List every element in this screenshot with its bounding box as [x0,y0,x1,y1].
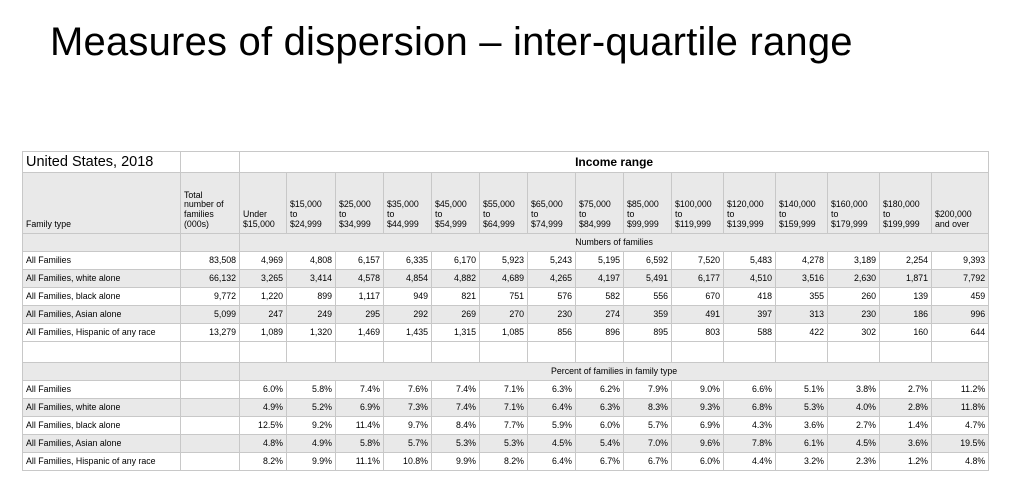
bracket-header-line: $179,999 [831,219,868,230]
value-cell: 3.8% [828,381,880,399]
value-cell: 576 [528,288,576,306]
value-cell: 896 [576,324,624,342]
value-cell: 6.0% [576,417,624,435]
value-cell: 10.8% [384,453,432,471]
value-cell: 6,177 [672,270,724,288]
value-cell: 6.9% [672,417,724,435]
bracket-header-line: $54,999 [435,219,467,230]
income-table [22,151,989,471]
empty-cell [432,342,480,363]
value-cell: 6.0% [672,453,724,471]
value-cell: 11.4% [336,417,384,435]
value-cell: 803 [672,324,724,342]
value-cell: 274 [576,306,624,324]
bracket-header-line: to [779,209,787,220]
value-cell: 4,969 [240,252,287,270]
value-cell: 5,195 [576,252,624,270]
family-type-label: All Families, Hispanic of any race [23,453,181,471]
empty-cell [240,342,287,363]
value-cell: 4,278 [776,252,828,270]
value-cell: 3,189 [828,252,880,270]
empty-cell [23,342,181,363]
value-cell: 1,871 [880,270,932,288]
value-cell: 5.1% [776,381,828,399]
bracket-header-line: $24,999 [290,219,322,230]
table-row [23,381,989,399]
family-type-label: All Families, black alone [23,417,181,435]
bracket-header-line: $35,000 [387,199,419,210]
income-bracket-header [240,173,287,234]
table-row [23,324,989,342]
section-label: Percent of families in family type [240,363,989,381]
family-type-label: All Families, white alone [23,270,181,288]
value-cell: 8.2% [240,453,287,471]
bracket-header-line: $15,000 [243,219,275,230]
empty-cell [181,342,240,363]
value-cell: 8.3% [624,399,672,417]
bracket-header-line: Under [243,209,267,220]
family-type-header: Family type [23,173,181,234]
value-cell: 6.8% [724,399,776,417]
income-range-heading: Income range [240,152,989,173]
income-bracket-header [480,173,528,234]
total-families-header [181,173,240,234]
value-cell: 3.2% [776,453,828,471]
bracket-header-line: $74,999 [531,219,563,230]
value-cell: 6,592 [624,252,672,270]
value-cell: 1,085 [480,324,528,342]
bracket-header-line: to [290,209,298,220]
value-cell: 7.1% [480,381,528,399]
value-cell: 7.3% [384,399,432,417]
value-cell: 19.5% [932,435,989,453]
value-cell: 556 [624,288,672,306]
empty-cell [880,342,932,363]
value-cell: 821 [432,288,480,306]
table-row [23,399,989,417]
bracket-header-line: $34,999 [339,219,371,230]
bracket-header-line: to [531,209,539,220]
value-cell: 5,491 [624,270,672,288]
empty-cell [724,342,776,363]
value-cell: 6.1% [776,435,828,453]
value-cell: 2.3% [828,453,880,471]
value-cell: 5.8% [287,381,336,399]
empty-cell [828,342,880,363]
bracket-header-line: $84,999 [579,219,611,230]
value-cell: 856 [528,324,576,342]
value-cell: 4.5% [828,435,880,453]
empty-cell [528,342,576,363]
value-cell: 5.4% [576,435,624,453]
value-cell: 9.6% [672,435,724,453]
value-cell: 7.0% [624,435,672,453]
empty-cell [776,342,828,363]
table-row [23,252,989,270]
income-bracket-header [384,173,432,234]
bracket-header-line: $120,000 [727,199,764,210]
value-cell: 5,923 [480,252,528,270]
value-cell: 302 [828,324,880,342]
value-cell: 6.0% [240,381,287,399]
table-row [23,288,989,306]
value-cell: 5.9% [528,417,576,435]
family-type-label: All Families [23,252,181,270]
empty-cell [181,453,240,471]
bracket-header-line: $100,000 [675,199,712,210]
value-cell: 1,320 [287,324,336,342]
value-cell: 7.8% [724,435,776,453]
total-families-cell: 5,099 [181,306,240,324]
empty-cell [181,381,240,399]
value-cell: 899 [287,288,336,306]
bracket-header-line: to [339,209,347,220]
value-cell: 9.7% [384,417,432,435]
bracket-header-line: to [627,209,635,220]
value-cell: 2.7% [828,417,880,435]
region-label: United States, 2018 [23,152,181,173]
value-cell: 751 [480,288,528,306]
bracket-header-line: $44,999 [387,219,419,230]
total-families-cell: 13,279 [181,324,240,342]
value-cell: 4.7% [932,417,989,435]
value-cell: 588 [724,324,776,342]
value-cell: 1.2% [880,453,932,471]
value-cell: 2,254 [880,252,932,270]
value-cell: 6.2% [576,381,624,399]
value-cell: 9.0% [672,381,724,399]
table-row [23,435,989,453]
family-type-label: All Families, white alone [23,399,181,417]
total-families-cell: 9,772 [181,288,240,306]
empty-cell [181,234,240,252]
value-cell: 3,265 [240,270,287,288]
bracket-header-line: $75,000 [579,199,611,210]
bracket-header-line: and over [935,219,970,230]
value-cell: 9,393 [932,252,989,270]
value-cell: 8.4% [432,417,480,435]
empty-cell [287,342,336,363]
value-cell: 4,510 [724,270,776,288]
value-cell: 5.7% [384,435,432,453]
value-cell: 6.6% [724,381,776,399]
section-label: Numbers of families [240,234,989,252]
value-cell: 12.5% [240,417,287,435]
value-cell: 139 [880,288,932,306]
income-bracket-header [672,173,724,234]
value-cell: 1,315 [432,324,480,342]
value-cell: 4.4% [724,453,776,471]
value-cell: 418 [724,288,776,306]
empty-cell [23,363,181,381]
percent-section-row [23,363,989,381]
bracket-header-line: $64,999 [483,219,515,230]
value-cell: 7.4% [432,399,480,417]
value-cell: 7,520 [672,252,724,270]
value-cell: 160 [880,324,932,342]
value-cell: 4,689 [480,270,528,288]
total-families-cell: 66,132 [181,270,240,288]
value-cell: 355 [776,288,828,306]
income-bracket-header [932,173,989,234]
value-cell: 6,335 [384,252,432,270]
table-title-row [23,152,989,173]
value-cell: 5.3% [480,435,528,453]
bracket-header-line: $99,999 [627,219,659,230]
bracket-header-line: $55,000 [483,199,515,210]
table-row [23,417,989,435]
value-cell: 359 [624,306,672,324]
value-cell: 4.9% [240,399,287,417]
value-cell: 6.7% [624,453,672,471]
income-bracket-header [576,173,624,234]
value-cell: 996 [932,306,989,324]
bracket-header-line: $85,000 [627,199,659,210]
empty-cell [624,342,672,363]
income-bracket-header [336,173,384,234]
column-header-row [23,173,989,234]
bracket-header-line: $160,000 [831,199,868,210]
family-type-label: All Families, Asian alone [23,306,181,324]
value-cell: 11.2% [932,381,989,399]
empty-cell [932,342,989,363]
value-cell: 6.7% [576,453,624,471]
value-cell: 4.9% [287,435,336,453]
table-row [23,306,989,324]
value-cell: 491 [672,306,724,324]
value-cell: 11.8% [932,399,989,417]
bracket-header-line: to [435,209,443,220]
value-cell: 247 [240,306,287,324]
bracket-header-line: $180,000 [883,199,920,210]
value-cell: 5.3% [432,435,480,453]
total-header-line: families [184,209,214,220]
value-cell: 4,808 [287,252,336,270]
value-cell: 5,483 [724,252,776,270]
value-cell: 670 [672,288,724,306]
bracket-header-line: $15,000 [290,199,322,210]
value-cell: 7,792 [932,270,989,288]
empty-cell [181,363,240,381]
bracket-header-line: to [831,209,839,220]
bracket-header-line: $119,999 [675,219,712,230]
slide-title: Measures of dispersion – inter-quartile range [50,20,853,64]
value-cell: 269 [432,306,480,324]
total-header-line: (000s) [184,219,209,230]
value-cell: 3,516 [776,270,828,288]
value-cell: 9.3% [672,399,724,417]
value-cell: 260 [828,288,880,306]
value-cell: 5.7% [624,417,672,435]
empty-cell [181,399,240,417]
family-type-label: All Families, Asian alone [23,435,181,453]
value-cell: 230 [528,306,576,324]
income-bracket-header [776,173,828,234]
family-type-label: All Families [23,381,181,399]
income-bracket-header [880,173,932,234]
value-cell: 7.4% [432,381,480,399]
bracket-header-line: $199,999 [883,219,920,230]
family-type-label: All Families, Hispanic of any race [23,324,181,342]
bracket-header-line: to [883,209,891,220]
value-cell: 4.0% [828,399,880,417]
value-cell: 6.4% [528,399,576,417]
value-cell: 4,197 [576,270,624,288]
income-bracket-header [287,173,336,234]
value-cell: 7.4% [336,381,384,399]
bracket-header-line: to [675,209,683,220]
value-cell: 4,578 [336,270,384,288]
table-row [23,453,989,471]
value-cell: 9.9% [432,453,480,471]
empty-cell [672,342,724,363]
value-cell: 5.8% [336,435,384,453]
bracket-header-line: to [727,209,735,220]
value-cell: 3.6% [880,435,932,453]
empty-cell [576,342,624,363]
income-bracket-header [432,173,480,234]
total-header-line: number of [184,199,224,210]
numbers-section-row [23,234,989,252]
value-cell: 3,414 [287,270,336,288]
value-cell: 7.9% [624,381,672,399]
value-cell: 3.6% [776,417,828,435]
total-families-cell: 83,508 [181,252,240,270]
value-cell: 1,435 [384,324,432,342]
bracket-header-line: to [579,209,587,220]
value-cell: 5.3% [776,399,828,417]
value-cell: 1,089 [240,324,287,342]
bracket-header-line: to [483,209,491,220]
value-cell: 4,854 [384,270,432,288]
income-bracket-header [724,173,776,234]
total-header-line: Total [184,189,203,200]
value-cell: 11.1% [336,453,384,471]
value-cell: 1.4% [880,417,932,435]
value-cell: 4,265 [528,270,576,288]
value-cell: 186 [880,306,932,324]
value-cell: 4,882 [432,270,480,288]
income-bracket-header [828,173,880,234]
value-cell: 1,220 [240,288,287,306]
value-cell: 9.2% [287,417,336,435]
value-cell: 9.9% [287,453,336,471]
family-type-label: All Families, black alone [23,288,181,306]
value-cell: 2,630 [828,270,880,288]
value-cell: 4.5% [528,435,576,453]
value-cell: 6,170 [432,252,480,270]
value-cell: 459 [932,288,989,306]
value-cell: 292 [384,306,432,324]
value-cell: 582 [576,288,624,306]
table-row [23,270,989,288]
value-cell: 295 [336,306,384,324]
bracket-header-line: to [387,209,395,220]
value-cell: 6.3% [528,381,576,399]
value-cell: 7.7% [480,417,528,435]
value-cell: 644 [932,324,989,342]
bracket-header-line: $140,000 [779,199,816,210]
value-cell: 6.9% [336,399,384,417]
bracket-header-line: $159,999 [779,219,816,230]
value-cell: 422 [776,324,828,342]
income-bracket-header [624,173,672,234]
bracket-header-line: $45,000 [435,199,467,210]
value-cell: 7.1% [480,399,528,417]
value-cell: 4.8% [240,435,287,453]
value-cell: 230 [828,306,880,324]
value-cell: 5.2% [287,399,336,417]
bracket-header-line: $139,999 [727,219,764,230]
blank-row [23,342,989,363]
empty-cell [480,342,528,363]
value-cell: 895 [624,324,672,342]
bracket-header-line: $25,000 [339,199,371,210]
value-cell: 2.7% [880,381,932,399]
empty-cell [181,435,240,453]
value-cell: 6,157 [336,252,384,270]
value-cell: 4.8% [932,453,989,471]
value-cell: 313 [776,306,828,324]
value-cell: 8.2% [480,453,528,471]
value-cell: 270 [480,306,528,324]
empty-cell [181,152,240,173]
value-cell: 1,469 [336,324,384,342]
value-cell: 7.6% [384,381,432,399]
bracket-header-line: $65,000 [531,199,563,210]
income-bracket-header [528,173,576,234]
empty-cell [336,342,384,363]
value-cell: 949 [384,288,432,306]
value-cell: 4.3% [724,417,776,435]
bracket-header-line: $200,000 [935,209,972,220]
value-cell: 397 [724,306,776,324]
empty-cell [23,234,181,252]
empty-cell [181,417,240,435]
value-cell: 5,243 [528,252,576,270]
value-cell: 6.3% [576,399,624,417]
empty-cell [384,342,432,363]
value-cell: 2.8% [880,399,932,417]
value-cell: 6.4% [528,453,576,471]
value-cell: 249 [287,306,336,324]
value-cell: 1,117 [336,288,384,306]
